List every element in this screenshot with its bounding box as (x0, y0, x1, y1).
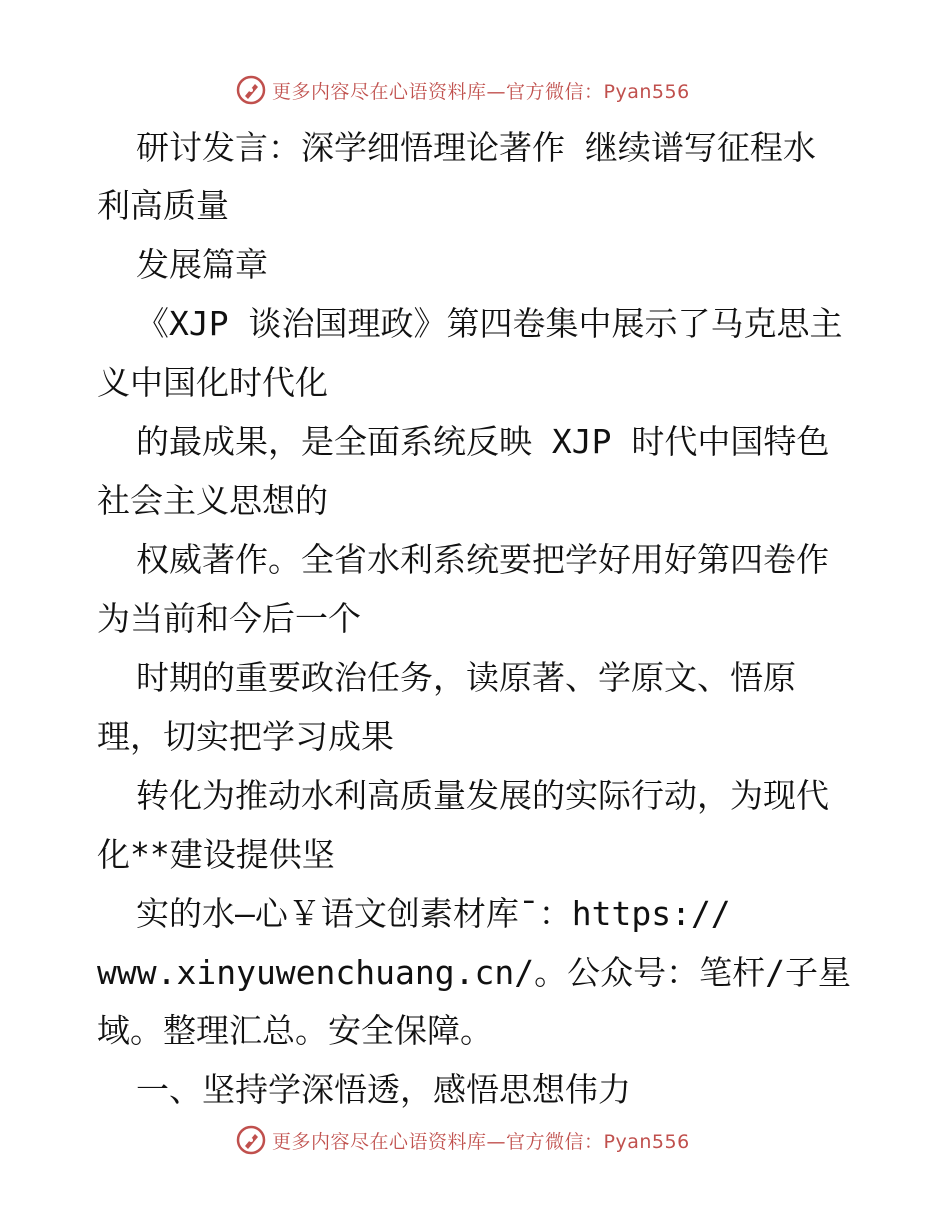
paragraph-line: 《XJP 谈治国理政》第四卷集中展示了马克思主 (136, 304, 843, 343)
paragraph-line: 的最成果，是全面系统反映 XJP 时代中国特色 (136, 422, 830, 461)
title-line: 发展篇章 (136, 245, 268, 284)
watermark-text: 更多内容尽在心语资料库—官方微信：Pyan556 (272, 1130, 690, 1153)
pen-seal-icon (236, 75, 266, 105)
paragraph-line: 社会主义思想的 (97, 481, 328, 520)
watermark-footer (236, 1122, 690, 1158)
paragraph-line: 权威著作。全省水利系统要把学好用好第四卷作 (136, 540, 829, 579)
watermark-text: 更多内容尽在心语资料库—官方微信：Pyan556 (272, 80, 690, 103)
paragraph-line: 实的水—心￥语文创素材库¯：https:// (136, 894, 731, 933)
title-line: 研讨发言：深学细悟理论著作 继续谱写征程水 (136, 128, 816, 167)
paragraph-line: 为当前和今后一个 (97, 599, 361, 638)
paragraph-line: 转化为推动水利高质量发展的实际行动，为现代 (136, 776, 829, 815)
title-line: 利高质量 (97, 186, 229, 225)
paragraph-line: 域。整理汇总。安全保障。 (97, 1011, 493, 1050)
paragraph-line: 义中国化时代化 (97, 363, 328, 402)
section-heading: 一、坚持学深悟透，感悟思想伟力 (136, 1070, 631, 1109)
paragraph-line: www.xinyuwenchuang.cn/。公众号：笔杆/子星 (97, 953, 851, 992)
watermark-header (236, 72, 690, 108)
pen-seal-icon (236, 1125, 266, 1155)
paragraph-line: 理，切实把学习成果 (97, 717, 394, 756)
paragraph-line: 时期的重要政治任务，读原著、学原文、悟原 (136, 658, 796, 697)
paragraph-line: 化**建设提供坚 (97, 835, 335, 874)
